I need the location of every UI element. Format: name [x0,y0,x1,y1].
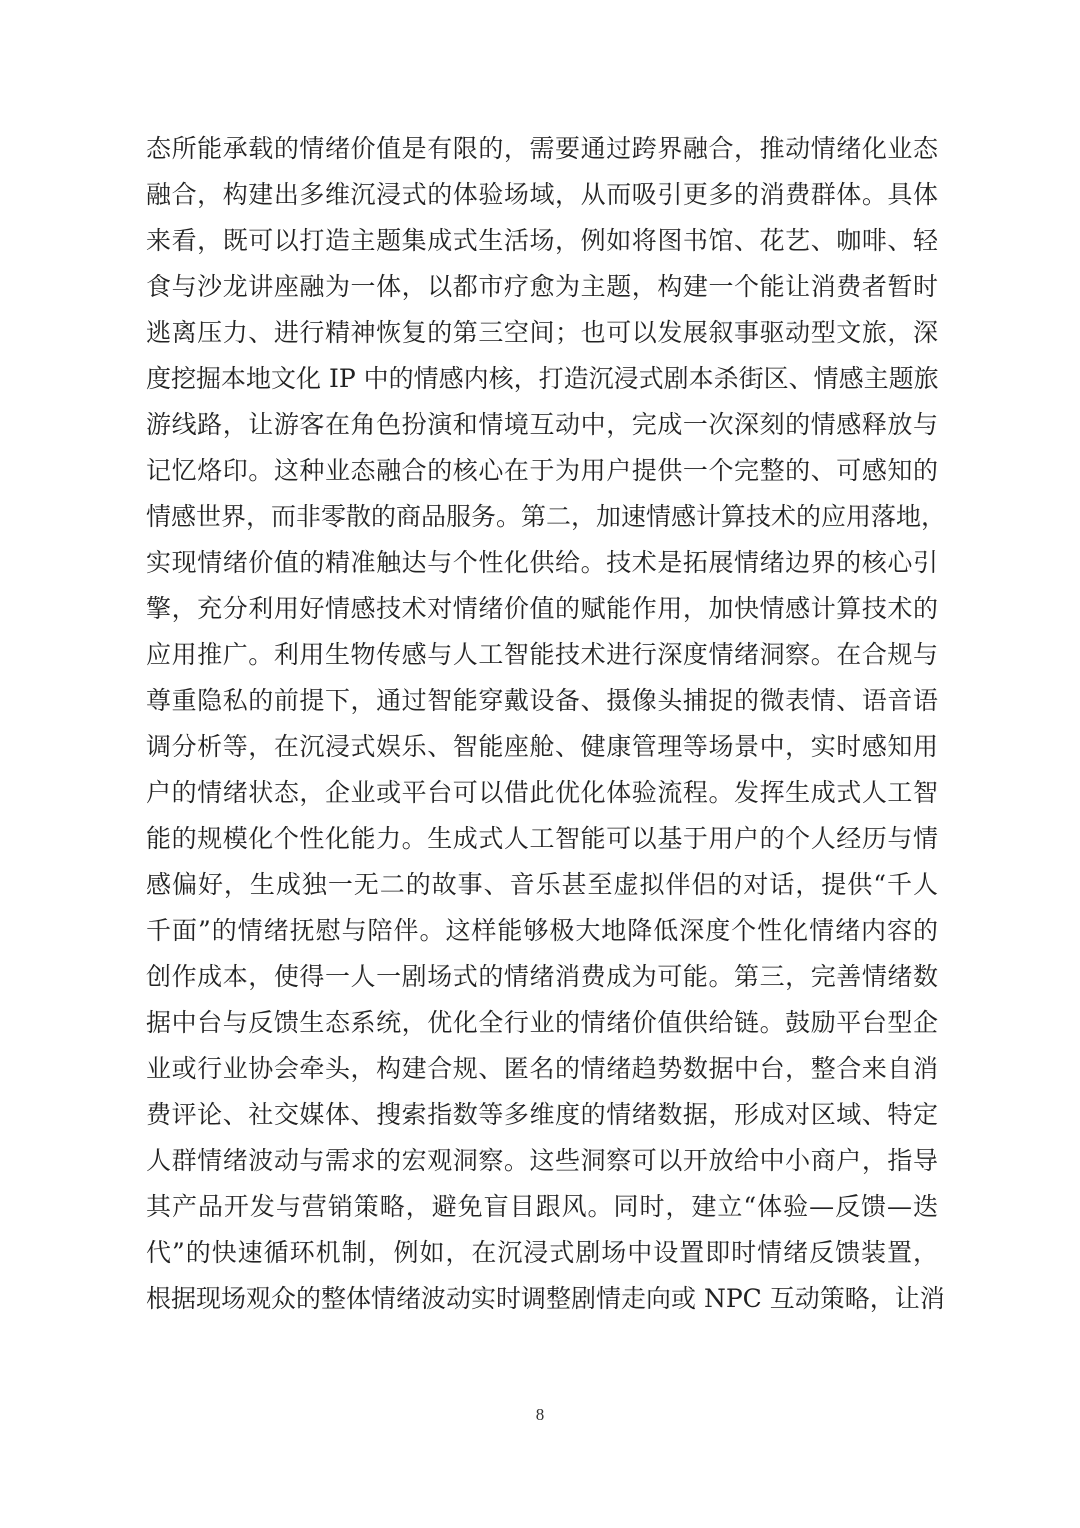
page-number: 8 [535,1405,545,1424]
text-line: 调分析等，在沉浸式娱乐、智能座舱、健康管理等场景中，实时感知用 [146,732,938,761]
text-line: 态所能承载的情绪价值是有限的，需要通过跨界融合，推动情绪化业态 [146,134,938,163]
text-line: 业或行业协会牵头，构建合规、匿名的情绪趋势数据中台，整合来自消 [146,1054,938,1083]
text-line: 费评论、社交媒体、搜索指数等多维度的情绪数据，形成对区域、特定 [146,1100,938,1129]
text-line: 感偏好，生成独一无二的故事、音乐甚至虚拟伴侣的对话，提供“千人 [146,870,938,899]
text-line: 根据现场观众的整体情绪波动实时调整剧情走向或 NPC 互动策略，让消 [146,1284,945,1313]
text-line: 逃离压力、进行精神恢复的第三空间；也可以发展叙事驱动型文旅，深 [146,318,938,347]
text-line: 游线路，让游客在角色扮演和情境互动中，完成一次深刻的情感释放与 [146,410,938,439]
text-line: 应用推广。利用生物传感与人工智能技术进行深度情绪洞察。在合规与 [146,640,938,669]
text-line: 来看，既可以打造主题集成式生活场，例如将图书馆、花艺、咖啡、轻 [146,226,938,255]
text-line: 擎，充分利用好情感技术对情绪价值的赋能作用，加快情感计算技术的 [146,594,938,623]
text-line: 代”的快速循环机制，例如，在沉浸式剧场中设置即时情绪反馈装置， [146,1238,938,1267]
text-line: 人群情绪波动与需求的宏观洞察。这些洞察可以开放给中小商户，指导 [146,1146,938,1175]
text-line: 实现情绪价值的精准触达与个性化供给。技术是拓展情绪边界的核心引 [146,548,938,577]
text-line: 融合，构建出多维沉浸式的体验场域，从而吸引更多的消费群体。具体 [146,180,938,209]
text-line: 据中台与反馈生态系统，优化全行业的情绪价值供给链。鼓励平台型企 [146,1008,938,1037]
text-line: 千面”的情绪抚慰与陪伴。这样能够极大地降低深度个性化情绪内容的 [146,916,938,945]
text-line: 尊重隐私的前提下，通过智能穿戴设备、摄像头捕捉的微表情、语音语 [146,686,938,715]
text-line: 记忆烙印。这种业态融合的核心在于为用户提供一个完整的、可感知的 [146,456,938,485]
text-line: 食与沙龙讲座融为一体，以都市疗愈为主题，构建一个能让消费者暂时 [146,272,938,301]
text-line: 情感世界，而非零散的商品服务。第二，加速情感计算技术的应用落地， [146,502,947,531]
text-line: 度挖掘本地文化 IP 中的情感内核，打造沉浸式剧本杀街区、情感主题旅 [146,364,939,393]
body-paragraph [146,126,947,1322]
text-line: 创作成本，使得一人一剧场式的情绪消费成为可能。第三，完善情绪数 [146,962,938,991]
text-line: 户的情绪状态，企业或平台可以借此优化体验流程。发挥生成式人工智 [146,778,938,807]
text-line: 其产品开发与营销策略，避免盲目跟风。同时，建立“体验—反馈—迭 [146,1192,938,1221]
text-line: 能的规模化个性化能力。生成式人工智能可以基于用户的个人经历与情 [146,824,938,853]
